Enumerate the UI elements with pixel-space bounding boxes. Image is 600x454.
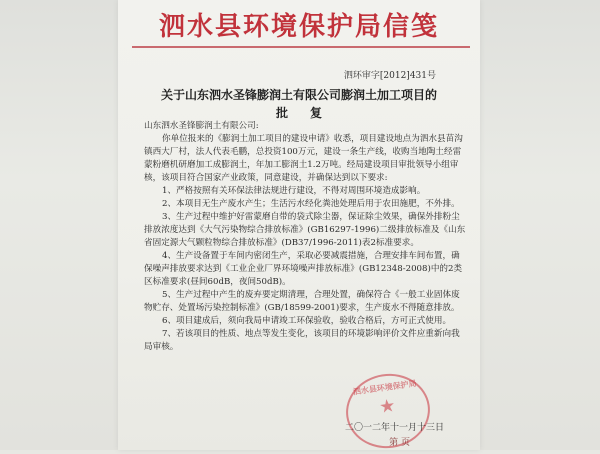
seal-text: 泗水县环境保护局 [352,377,418,397]
paragraph-item-1: 1、严格按照有关环保法律法规进行建设，不得对周围环境造成影响。 [162,186,426,196]
page-number: 第 页 [389,438,410,448]
reference-number: 泗环审字[2012]431号 [343,71,436,81]
issue-date: 二〇一二年十一月十三日 [344,423,444,433]
paragraph-item-5: 5、生产过程中产生的废弃要定期清理，合理处置，确保符合《一般工业固体废物贮存、处置场污染控制标准》(GB/18599-2001)要求，生产废水不得随意排放。 [144,290,460,313]
paragraph-item-4: 4、生产设备置于车间内密闭生产，采取必要减震措施，合理安排车间布置，确保噪声排放要求达到《工业企业厂界环境噪声排放标准》(GB12348-2008)中的2类区标准要求(昼间60dB，夜间50dB)。 [144,251,463,287]
paragraph-item-7: 7、若该项目的性质、地点等发生变化，该项目的环境影响评价文件应重新向我局审核。 [144,329,460,352]
paragraph-item-6: 6、项目建成后，须向我局申请竣工环保验收，验收合格后，方可正式使用。 [162,316,452,326]
paragraph-item-2: 2、本项目无生产废水产生；生活污水经化粪池处理后用于农田施肥，不外排。 [162,199,460,209]
paragraph-intro: 你单位报来的《膨润土加工项目的建设申请》收悉，项目建设地点为泗水县苗沟镇西大厂村，法人代表毛鹏，总投资100万元，建设一条生产线，收购当地陶土经雷蒙粉磨机研磨加工成膨润土，年加工膨润土1.2万吨。经局建设项目审批领导小组审核，该项目符合国家产业政策，同意建设，并确保达到以下要求: [144,134,463,183]
document-body [144,120,466,354]
official-seal [341,369,434,454]
addressee: 山东泗水圣锋膨润土有限公司: [144,121,259,131]
letterhead-divider [132,46,470,48]
letter-paper [118,0,480,450]
document-title: 关于山东泗水圣锋膨润土有限公司膨润土加工项目的 [160,88,437,102]
letterhead: 泗水县环境保护局信笺 [158,12,439,42]
document-title-sub: 批复 [275,106,344,120]
seal-star-icon: ★ [377,395,397,419]
paragraph-item-3: 3、生产过程中维护好雷蒙磨自带的袋式除尘器，保证除尘效果，确保外排粉尘排放浓度达到《大气污染物综合排放标准》(GB16297-1996)二级排放标准及《山东省固定源大气颗粒物综合排放标准》(DB37/1996-2011)表2标准要求。 [144,212,466,248]
